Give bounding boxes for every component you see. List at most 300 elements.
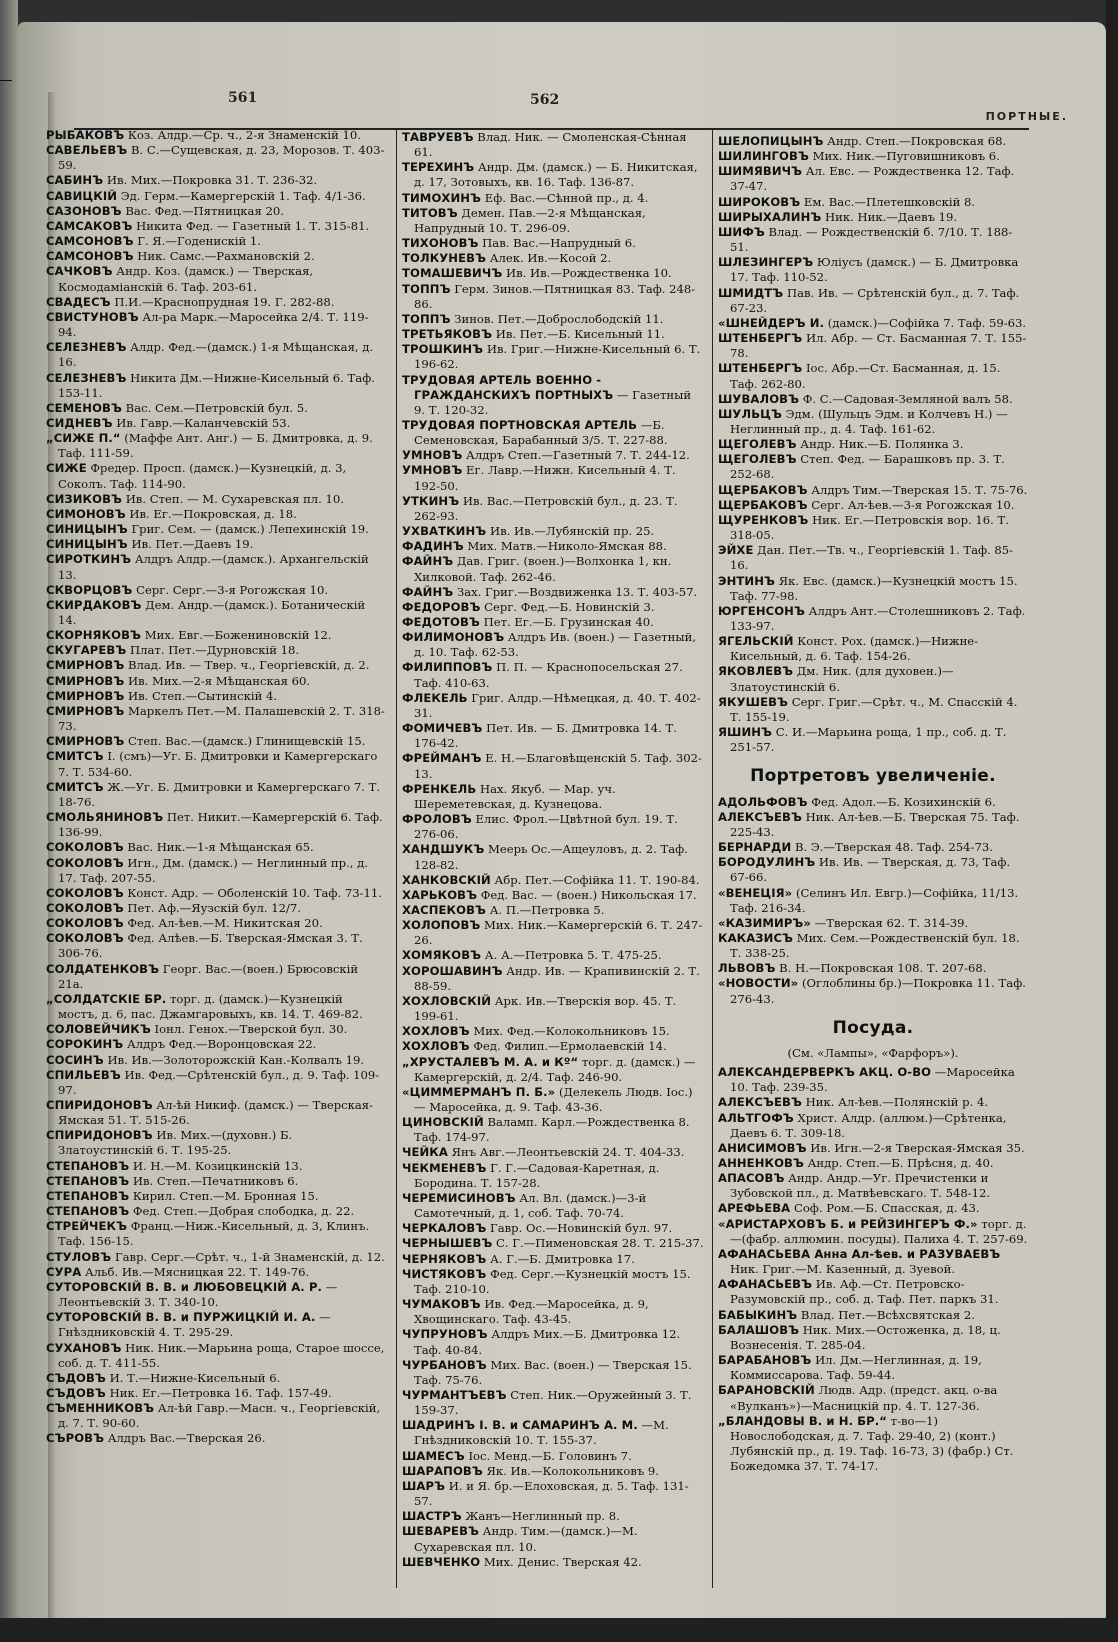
directory-entry [402,554,704,584]
directory-entry [718,1383,1028,1413]
directory-entry [718,392,1028,407]
entry-name: СТЕПАНОВЪ [46,1158,130,1173]
entry-name: ХАНКОВСКІЙ [402,872,491,887]
directory-entry [402,964,704,994]
directory-entry [402,948,704,963]
entry-details: Вас. Сем.—Петровскій бул. 5. [121,400,308,415]
entry-details: Пет. Ег.—Б. Грузинская 40. [479,615,654,629]
directory-entry [46,461,386,491]
directory-entry [402,236,704,251]
entry-details: Влад. Пет.—Всѣхсвятская 2. [797,1307,975,1322]
entry-details: И. Т.—Нижне-Кисельный 6. [105,1370,281,1385]
directory-entry [718,286,1028,316]
entry-details: Георг. Вас.—(воен.) Брюсовскій 21а. [58,961,359,991]
directory-entry [718,574,1028,604]
directory-entry [402,206,704,236]
entry-name: СОКОЛОВЪ [46,855,124,870]
entry-name: СИЖЕ [46,461,87,476]
entry-name: СОРОКИНЪ [46,1037,124,1052]
directory-entry [46,962,386,992]
entry-details: торг. д. (дамск.) — Камергерскій, д. 2/4. Таф. 246-90. [414,1054,696,1084]
directory-entry [46,371,386,401]
directory-entry [46,704,386,734]
entry-name: ЩЕРБАКОВЪ [718,482,808,497]
directory-entry [46,886,386,901]
entry-name: ТИХОНОВЪ [402,236,479,251]
entry-name: СУТОРОВСКІЙ В. В. и ПУРЖИЦКІЙ И. А. [46,1310,316,1325]
entry-details: Фед. Алѣев.—Б. Тверская-Ямская 3. Т. 306-76. [58,931,363,961]
entry-details: Алдръ Фед.—Воронцовская 22. [123,1037,317,1052]
directory-entry [718,361,1028,391]
entry-name: «ВЕНЕЦІЯ» [718,885,793,900]
entry-details: (Оглоблины бр.)—Покровка 11. Таф. 276-43. [730,976,1026,1006]
entry-name: ФРЕНКЕЛЬ [402,781,477,796]
directory-entry [46,916,386,931]
entry-name: АНИСИМОВЪ [718,1140,807,1155]
section-cross-reference: (См. «Лампы», «Фарфоръ»). [787,1045,959,1060]
entry-details: Вас. Ник.—1-я Мѣщанская 65. [123,840,314,855]
entry-details: І. (смъ)—Уг. Б. Дмитровки и Камергерскаго 7. Т. 534-60. [58,749,378,779]
directory-entry [402,1449,704,1464]
entry-details: Альб. Ив.—Мясницкая 22. Т. 149-76. [81,1264,310,1279]
entry-name: СУХАНОВЪ [46,1340,122,1355]
entry-name: САВИЦКІЙ [46,188,118,203]
dark-background-bottom [0,1618,1118,1642]
directory-entry [402,1039,704,1054]
entry-details: Никита Фед. — Газетный 1. Т. 315-81. [132,218,370,233]
directory-entry [718,1277,1028,1307]
entry-name: ФАЙНЪ [402,554,454,569]
entry-name: ШЕВЧЕНКО [402,1554,481,1569]
dark-background-right [1106,0,1118,1642]
directory-entry [402,782,704,812]
entry-details: Коз. Алдр.—Ср. ч., 2-я Знаменскій 10. [124,128,361,142]
entry-details: Нах. Якуб. — Мар. уч. Шереметевская, д. Кузнецова. [414,781,616,811]
entry-details: — Газетный 9. Т. 120-32. [414,387,692,417]
entry-details: Ив. Аф.—Ст. Петровско-Разумовскій пр., соб. д. Таф. Пет. паркъ 31. [730,1277,999,1307]
entry-name: ТИТОВЪ [402,205,458,220]
entry-name: САЧКОВЪ [46,264,113,279]
entry-details: (Селинъ Ил. Евгр.)—Софійка, 11/13. Таф. 216-34. [730,885,1019,915]
entry-name: «НОВОСТИ» [718,976,799,991]
directory-entry [402,1085,704,1115]
directory-entry [46,1250,386,1265]
entry-details: Андр. Степ.—Покровская 68. [823,134,1007,148]
entry-name: ФАДИНЪ [402,539,464,554]
entry-name: ЧЕЙКА [402,1145,448,1160]
entry-name: САВЕЛЬЕВЪ [46,143,128,158]
entry-details: Ник. Ег.—Петровскія вор. 16. Т. 318-05. [730,512,1009,543]
entry-details: Степ. Фед. — Барашковъ пр. 3. Т. 252-68. [730,452,1005,482]
directory-entry [402,1524,704,1554]
entry-name: БЕРНАРДИ [718,840,792,855]
entry-name: УМНОВЪ [402,448,463,463]
entry-details: Кирил. Степ.—М. Бронная 15. [129,1188,319,1203]
entry-name: ХАНДШУКЪ [402,842,485,857]
directory-entry [718,1308,1028,1323]
column-3 [718,134,1028,1474]
entry-name: СМИРНОВЪ [46,658,125,673]
directory-entry [718,840,1028,855]
entry-name: АННЕНКОВЪ [718,1156,804,1170]
entry-name: САБИНЪ [46,173,104,188]
entry-details: Мих. Фед.—Колокольниковъ 15. [469,1024,670,1039]
entry-name: ТРОШКИНЪ [402,342,484,357]
directory-entry [718,483,1028,498]
directory-entry [718,1141,1028,1156]
directory-entry [402,1388,704,1418]
entry-name: ТАВРУЕВЪ [402,130,474,144]
directory-entry [46,1037,386,1052]
entry-name: ЧУМАКОВЪ [402,1297,481,1312]
entry-name: СЪДОВЪ [46,1370,106,1385]
entry-details: Дем. Андр.—(дамск.). Ботаническій 14. [58,597,366,627]
entry-name: СОКОЛОВЪ [46,885,124,900]
entry-details: Ник. Ал-ѣев.—Б. Тверская 75. Таф. 225-43. [730,809,1020,839]
entry-details: Жанъ—Неглинный пр. 8. [461,1509,620,1524]
entry-details: Мих. Ник.—Пуговишниковъ 6. [808,149,1000,164]
entry-details: Ив. Пет.—Даевъ 19. [127,537,254,552]
entry-name: ТОППЪ [402,281,451,296]
entry-details: Демен. Пав.—2-я Мѣщанская, Напрудный 10. Т. 296-09. [414,205,646,235]
entry-name: БАРАНОВСКІЙ [718,1383,815,1398]
directory-entry [46,189,386,204]
directory-entry [718,316,1028,331]
directory-entry [402,342,704,372]
entry-name: ФРЕЙМАНЪ [402,751,482,766]
directory-entry [718,407,1028,437]
directory-entry [402,463,704,493]
entry-details: Ив. Гавр.—Каланчевскій 53. [112,415,291,430]
directory-entry [402,191,704,206]
entry-name: „СОЛДАТСКІЕ БР. [46,991,167,1006]
entry-details: Ал-ра Марк.—Маросейка 2/4. Т. 119-94. [58,309,369,340]
entry-details: Людв. Адр. (предст. акц. о-ва «Вулканъ»)—Масницкій пр. 4. Т. 127-36. [730,1383,998,1413]
entry-details: Ег. Лавр.—Нижн. Кисельный 4. Т. 192-50. [414,463,676,493]
entry-name: ТОППЪ [402,311,451,326]
entry-details: В. Э.—Тверская 48. Таф. 254-73. [791,840,993,855]
directory-entry [46,431,386,461]
entry-details: Алдръ Тим.—Тверская 15. Т. 75-76. [807,482,1028,497]
entry-details: Алдр. Фед.—(дамск.) 1-я Мѣщанская, д. 16. [58,340,374,370]
entry-details: (Маффе Ант. Анг.) — Б. Дмитровка, д. 9. Таф. 111-59. [58,431,373,461]
entry-name: АРЕФЬЕВА [718,1201,791,1216]
entry-details: —М. Гнѣздниковскій 10. Т. 155-37. [414,1418,669,1448]
entry-name: ХОХЛОВСКІЙ [402,993,492,1008]
entry-details: Ив. Ив. — Тверская, д. 73, Таф. 67-66. [730,855,1011,885]
entry-details: Эд. Герм.—Камергерскій 1. Таф. 4/1-36. [117,188,366,203]
directory-entry [718,604,1028,634]
entry-details: — Леонтьевскій 3. Т. 340-10. [58,1279,338,1310]
directory-entry [718,1201,1028,1216]
directory-entry [46,1189,386,1204]
directory-entry [46,840,386,855]
entry-name: СКУГАРЕВЪ [46,643,127,658]
directory-entry [718,855,1028,885]
entry-name: АЛЕКСЪЕВЪ [718,809,802,824]
entry-details: Г. Я.—Годенискій 1. [133,234,261,249]
entry-details: Фед. Степ.—Добрая слободка, д. 22. [129,1204,355,1219]
entry-details: —Б. Семеновская, Барабанный 3/5. Т. 227-88. [414,417,668,448]
entry-name: ХАСПЕКОВЪ [402,902,487,917]
directory-entry [402,888,704,903]
directory-entry [46,507,386,522]
entry-name: ЩЕРБАКОВЪ [718,497,808,512]
entry-name: АПАСОВЪ [718,1171,785,1186]
entry-name: ШИРЫХАЛИНЪ [718,209,822,224]
entry-name: СЪРОВЪ [46,1431,105,1446]
column-1 [46,128,386,1447]
directory-entry [46,416,386,431]
entry-details: Конст. Адр. — Оболенскій 10. Таф. 73-11. [123,885,382,900]
entry-name: ТИМОХИНЪ [402,190,482,205]
entry-details: Алдръ Алдр.—(дамск.). Архангельскій 13. [58,552,369,582]
entry-details: Мих. Матв.—Николо-Ямская 88. [463,539,667,554]
entry-details: Андр. Степ.—Б. Прѣсня, д. 40. [803,1156,994,1170]
directory-entry [46,401,386,416]
directory-entry [402,373,704,418]
directory-entry [718,1217,1028,1247]
entry-details: Ив. Мих.—(духовн.) Б. Златоустинскій 6. Т. 195-25. [58,1128,293,1158]
directory-entry [718,452,1028,482]
directory-entry [718,961,1028,976]
entry-details: А. Г.—Б. Дмитровка 17. [486,1251,635,1266]
entry-name: СТУЛОВЪ [46,1249,112,1264]
directory-entry [46,810,386,840]
directory-entry [402,1464,704,1479]
entry-name: СТРЕЙЧЕКЪ [46,1219,128,1234]
entry-name: ШАРЪ [402,1478,446,1493]
entry-details: Андр. Ник.—Б. Полянка 3. [796,437,964,452]
entry-name: СКИРДАКОВЪ [46,597,142,612]
entry-details: Гавр. Серг.—Срѣт. ч., 1-й Знаменскій, д. 12. [111,1249,385,1264]
directory-entry [718,810,1028,840]
directory-entry [718,1171,1028,1201]
entry-name: СКОРНЯКОВЪ [46,628,142,643]
directory-entry [46,1310,386,1340]
directory-entry [718,543,1028,573]
entry-details: Іонл. Генох.—Тверской бул. 30. [150,1022,348,1037]
directory-entry [718,976,1028,1006]
entry-name: ХОХЛОВЪ [402,1024,470,1039]
entry-name: СЕМЕНОВЪ [46,400,122,415]
entry-name: ХОРОШАВИНЪ [402,963,503,978]
entry-details: т-во—1) Новослободская, д. 7. Таф. 29-40, 2) (конт.) Лубянскій пр., д. 19. Таф. 16-73, 3) (фабр.) Ст. Божедомка 37. Т. 74-17. [730,1413,1014,1474]
entry-name: ХОМЯКОВЪ [402,948,482,963]
directory-entry [718,437,1028,452]
entry-details: Вас. Фед.—Пятницкая 20. [121,203,284,218]
entry-name: АЛЕКСЪЕВЪ [718,1095,802,1110]
entry-details: (Делекель Людв. Іос.) — Маросейка, д. 9. Таф. 43-36. [414,1084,693,1114]
entry-details: Серг. Фед.—Б. Новинскій 3. [480,599,655,614]
column-3-tailors [718,134,1028,755]
entry-name: ШИМЯВИЧЪ [718,164,803,179]
entry-name: «КАЗИМИРЪ» [718,915,811,930]
directory-entry [46,1174,386,1189]
entry-name: ЛЬВОВЪ [718,961,776,976]
directory-entry [402,918,704,948]
entry-name: ЧЕРНЫШЕВЪ [402,1236,493,1251]
entry-details: Андр. Коз. (дамск.) — Тверская, Космодаміанскій 6. Таф. 203-61. [58,264,314,294]
directory-entry [46,204,386,219]
entry-name: СКВОРЦОВЪ [46,582,133,597]
directory-entry [718,331,1028,361]
directory-entry [718,195,1028,210]
entry-details: Зинов. Пет.—Доброслободскій 11. [450,311,664,326]
directory-entry [46,522,386,537]
entry-name: ФИЛИМОНОВЪ [402,630,505,645]
entry-name: БАЛАШОВЪ [718,1322,800,1337]
entry-name: ТРЕТЬЯКОВЪ [402,327,493,342]
entry-details: Іос. Менд.—Б. Головинъ 7. [464,1448,632,1463]
entry-name: „БЛАНДОВЫ В. и Н. БР.“ [718,1413,887,1428]
directory-entry [46,643,386,658]
directory-entry [46,1431,386,1446]
entry-name: ЦИНОВСКІЙ [402,1115,484,1130]
entry-name: ФЕДОТОВЪ [402,615,480,629]
entry-name: САЗОНОВЪ [46,203,122,218]
entry-name: ХАРЬКОВЪ [402,887,478,902]
entry-name: СВИСТУНОВЪ [46,309,139,324]
entry-name: ШМИДТЪ [718,285,784,300]
entry-details: Пет. Никит.—Камергерскій 6. Таф. 136-99. [58,810,383,840]
entry-details: Дм. Ник. (для духовен.)—Златоустинскій 6. [730,664,954,694]
entry-details: Герм. Зинов.—Пятницкая 83. Таф. 248-86. [414,281,696,311]
entry-name: ТРУДОВАЯ АРТЕЛЬ ВОЕННО - ГРАЖДАНСКИХЪ ПОРТНЫХЪ [402,372,614,402]
entry-name: СИНИЦЫНЪ [46,537,128,552]
entry-name: ТЕРЕХИНЪ [402,160,475,175]
directory-entry [402,812,704,842]
directory-entry [46,674,386,689]
entry-name: АЛЬТГОФЪ [718,1110,794,1125]
entry-name: «ШНЕЙДЕРЪ И. [718,315,825,330]
entry-name: ЧУРМАНТЪЕВЪ [402,1387,507,1402]
entry-name: СМИРНОВЪ [46,673,125,688]
entry-details: Ив. Мих.—Покровка 31. Т. 236-32. [103,173,318,188]
entry-name: СМИРНОВЪ [46,734,125,749]
entry-name: СОКОЛОВЪ [46,916,124,931]
entry-name: СТЕПАНОВЪ [46,1188,130,1203]
directory-entry [402,494,704,524]
directory-entry [402,1161,704,1191]
entry-details: С. И.—Марьина роща, 1 пр., соб. д. Т. 251-57. [730,725,1007,755]
directory-entry [402,585,704,600]
entry-details: Ив. Ив.—Лубянскій пр. 25. [486,524,655,539]
entry-details: Андр. Ив. — Крапивинскій 2. Т. 88-59. [414,963,700,993]
directory-entry [718,1247,1028,1277]
entry-details: Гавр. Ос.—Новинскій бул. 97. [486,1221,673,1236]
directory-entry [46,689,386,704]
entry-name: ЧЕРНЯКОВЪ [402,1251,487,1266]
directory-entry [46,264,386,294]
directory-entry [46,856,386,886]
directory-entry [402,600,704,615]
entry-name: СМОЛЬЯНИНОВЪ [46,810,164,825]
column-rule-1 [396,130,397,1588]
entry-details: Алдръ Ив. (воен.) — Газетный, д. 10. Таф. 62-53. [414,630,697,660]
directory-entry [718,149,1028,164]
entry-details: П. П. — Краснопосельская 27. Таф. 410-63. [414,660,683,690]
entry-details: Ив. Пет.—Б. Кисельный 11. [492,327,665,342]
entry-details: Фед. Серг.—Кузнецкій мостъ 15. Таф. 210-10. [414,1266,691,1296]
directory-entry [402,251,704,266]
entry-name: ЯКОВЛЕВЪ [718,664,794,679]
entry-details: Ник. Ал-ѣев.—Полянскій р. 4. [801,1095,989,1110]
entry-details: Мих. Евг.—Божениновскій 12. [141,628,332,643]
entry-name: СИЗИКОВЪ [46,491,123,506]
entry-details: Алдръ Вас.—Тверская 26. [104,1431,266,1446]
entry-details: Алдръ Мих.—Б. Дмитровка 12. Таф. 40-84. [414,1327,681,1357]
directory-entry [402,1327,704,1357]
entry-name: ЮРГЕНСОНЪ [718,603,805,618]
entry-name: „ХРУСТАЛЕВЪ М. А. и Кº“ [402,1054,579,1069]
entry-details: Мих. Вас. (воен.) — Тверская 15. Таф. 75-76. [414,1357,692,1387]
entry-name: ЧИСТЯКОВЪ [402,1266,487,1281]
directory-entry [402,1358,704,1388]
directory-entry [402,903,704,918]
entry-name: СЪМЕННИКОВЪ [46,1401,155,1416]
entry-name: СМИРНОВЪ [46,688,125,703]
entry-name: СЕЛЕЗНЕВЪ [46,340,127,355]
entry-details: торг. д.—(фабр. аллюмин. посуды). Палиха 4. Т. 257-69. [730,1216,1028,1246]
entry-details: Влад. — Рождественскій б. 7/10. Т. 188-51. [730,224,1013,255]
entry-name: ЩЕГОЛЕВЪ [718,452,797,467]
entry-details: Ж.—Уг. Б. Дмитровки и Камергерскаго 7. Т. 18-76. [58,779,381,809]
entry-details: Никита Дм.—Нижне-Кисельный 6. Таф. 153-11. [58,370,375,400]
section-heading-tableware: Посуда. [832,1017,914,1038]
entry-details: Ил. Абр. — Ст. Басманная 7. Т. 155-78. [730,331,1027,361]
entry-details: Як. Ив.—Колокольниковъ 9. [482,1463,659,1478]
entry-name: ЭЙХЕ [718,543,754,558]
entry-name: ЧУРБАНОВЪ [402,1357,487,1372]
entry-name: СТЕПАНОВЪ [46,1173,130,1188]
entry-name: ШАДРИНЪ І. В. и САМАРИНЪ А. М. [402,1418,638,1433]
directory-entry [402,873,704,888]
directory-entry [46,492,386,507]
entry-name: УТКИНЪ [402,493,460,508]
directory-entry [46,128,386,143]
directory-entry [402,327,704,342]
entry-details: В. Н.—Покровская 108. Т. 207-68. [775,961,987,976]
entry-details: Ал. Вл. (дамск.)—3-й Самотечный, д. 1, соб. Таф. 70-74. [414,1190,647,1221]
entry-name: ШИЛИНГОВЪ [718,149,809,164]
column-rule-2 [712,130,713,1588]
directory-entry [46,340,386,370]
column-3-portraits [718,795,1028,1007]
entry-details: —Маросейка 10. Таф. 239-35. [730,1065,1015,1095]
entry-name: ШЕЛОПИЦЫНЪ [718,134,824,148]
entry-name: САМСОНОВЪ [46,249,134,264]
entry-name: ФЛЕКЕЛЬ [402,690,468,705]
entry-details: Ив. Степ.—Печатниковъ 6. [129,1173,299,1188]
directory-entry [718,634,1028,664]
entry-details: Пет. Аф.—Яузскій бул. 12/7. [123,900,301,915]
entry-details: И. Н.—М. Козицкинскій 13. [129,1158,303,1173]
entry-details: Ник. Григ.—М. Казенный, д. Зуевой. [730,1262,956,1277]
entry-details: Ив. Ег.—Покровская, д. 18. [125,506,297,521]
directory-entry [402,1297,704,1327]
directory-entry [402,994,704,1024]
entry-details: Андр. Андр.—Уг. Пречистенки и Зубовской пл., д. Матвѣевскаго. Т. 548-12. [730,1171,991,1201]
directory-entry [46,583,386,598]
directory-entry [402,691,704,721]
directory-entry [402,1055,704,1085]
entry-name: САМСОНОВЪ [46,234,134,249]
directory-entry [402,282,704,312]
directory-entry [402,539,704,554]
entry-details: Пав. Ив. — Срѣтенскій бул., д. 7. Таф. 67-23. [730,285,1020,315]
entry-details: Дан. Пет.—Тв. ч., Георгіевскій 1. Таф. 85-16. [730,543,1014,573]
